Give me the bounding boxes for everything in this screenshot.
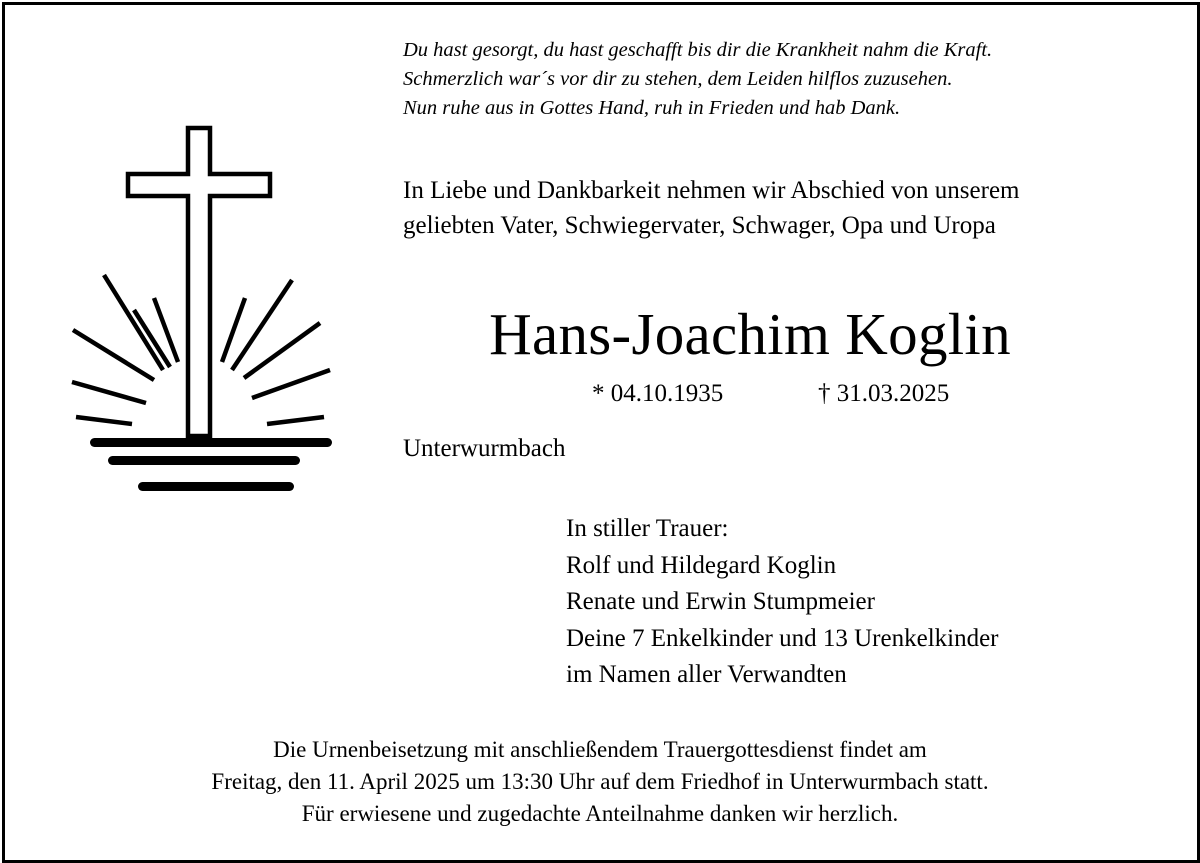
memorial-verse	[403, 36, 1183, 123]
mourner-line: Rolf und Hildegard Koglin	[566, 551, 837, 579]
mourner-line: Deine 7 Enkelkinder und 13 Urenkelkinder	[566, 624, 999, 652]
notice-line: Freitag, den 11. April 2025 um 13:30 Uhr auf dem Friedhof in Unterwurmbach statt.	[211, 769, 989, 794]
life-dates	[0, 380, 1200, 416]
death-date: † 31.03.2025	[818, 380, 950, 407]
verse-line: Du hast gesorgt, du hast geschafft bis dir die Krankheit nahm die Kraft.	[403, 39, 993, 61]
birth-date: * 04.10.1935	[592, 380, 724, 407]
mourner-line: im Namen aller Verwandten	[566, 661, 847, 688]
verse-line: Schmerzlich war´s vor dir zu stehen, dem Leiden hilflos zuzusehen.	[403, 68, 953, 90]
funeral-notice	[0, 734, 1200, 830]
mourners-heading: In stiller Trauer:	[566, 515, 729, 542]
farewell-intro	[403, 173, 1193, 243]
intro-line: In Liebe und Dankbarkeit nehmen wir Abschied von unserem	[403, 177, 1020, 204]
mourner-line: Renate und Erwin Stumpmeier	[566, 588, 875, 615]
notice-line: Die Urnenbeisetzung mit anschließendem Trauergottesdienst findet am	[273, 737, 927, 762]
intro-line: geliebten Vater, Schwiegervater, Schwager, Opa und Uropa	[403, 212, 996, 239]
verse-line: Nun ruhe aus in Gottes Hand, ruh in Frieden und hab Dank.	[403, 97, 901, 119]
residence-place: Unterwurmbach	[403, 435, 566, 462]
deceased-name: Hans-Joachim Koglin	[489, 301, 1011, 367]
notice-line: Für erwiesene und zugedachte Anteilnahme danken wir herzlich.	[301, 801, 899, 826]
mourners-list	[566, 511, 999, 694]
